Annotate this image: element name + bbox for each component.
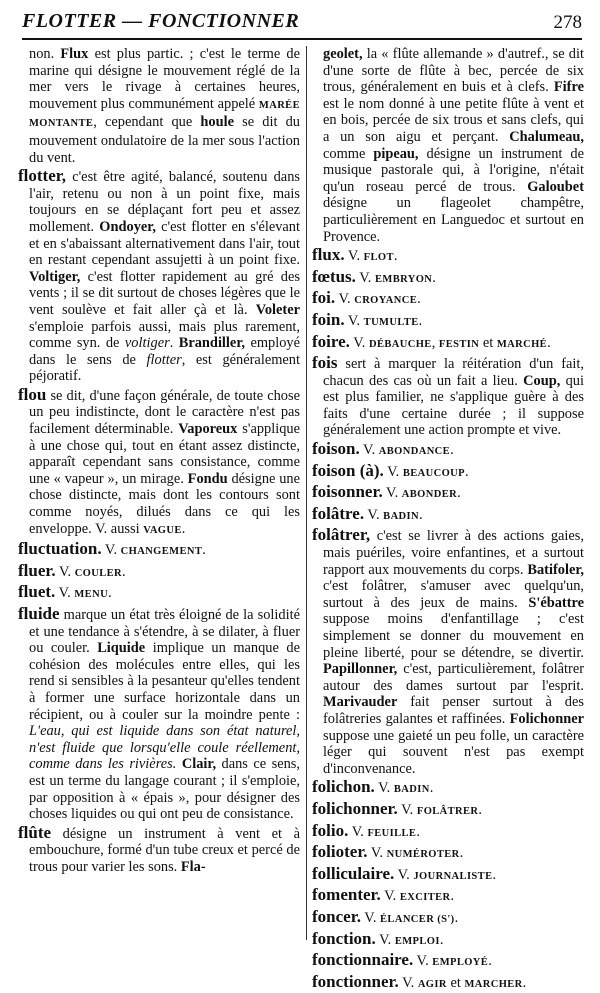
- entry-fonctionner: fonctionner. V. AGIR et MARCHER.: [312, 971, 527, 991]
- headword: fluer.: [18, 560, 56, 580]
- left-column: [18, 46, 300, 946]
- entry-foin: foin. V. TUMULTE.: [312, 309, 423, 329]
- headword: fonctionnaire.: [312, 950, 414, 970]
- headword: folliculaire.: [312, 863, 395, 883]
- entry-foisonner: foisonner. V. ABONDER.: [312, 482, 461, 502]
- headword: fœtus.: [312, 266, 356, 286]
- headword: folioter.: [312, 842, 368, 862]
- headword: foi.: [312, 288, 336, 308]
- entry-folliculaire: folliculaire. V. JOURNALISTE.: [312, 863, 497, 883]
- entry-foi: foi. V. CROYANCE.: [312, 288, 421, 308]
- headword: foison.: [312, 439, 360, 459]
- entry-folatre: folâtre. V. BADIN.: [312, 503, 423, 523]
- entry-folatrer: folâtrer, c'est se livrer à des actions gaies, mais puériles, voire enfantines, et a surtout rapport aux mouvements du corps. Batifoler, c'est folâtrer, s'amuser avec quelqu'un, surtout à des jeux de mains. S'ébattre suppose moins d'enfantillage ; c'est simplement se donner du mouvement en pleine liberté, pour se détendre, se divertir. Papillonner, c'est, particulièrement, folâtrer autour des dames surtout par l'esprit. Marivauder fait penser surtout à des folâtreries galantes et raffinées. Folichonner suppose une gaieté un peu folle, un caractère léger qui souvent n'est pas exempt d'inconvenance.: [312, 525, 584, 777]
- entry-flou: flou se dit, d'une façon générale, de toute chose un peu indistincte, dont le caractère n'est pas facilement déterminable. Vaporeux s'applique à une chose qui, tout en étant assez distincte, apparaît cependant sans consistance, comme une « vapeur », un mirage. Fondu désigne une chose distincte, mais dont les contours sont comme noyés, dilués dans ce qui les enveloppe. V. aussi VAGUE.: [18, 384, 300, 537]
- headword: fluctuation.: [18, 539, 102, 559]
- entry-fluer: fluer. V. COULER.: [18, 560, 126, 580]
- headword: flou: [18, 384, 47, 404]
- headword: flux.: [312, 245, 345, 265]
- headword: fonction.: [312, 928, 376, 948]
- page-number: 278: [553, 12, 582, 33]
- entry-fluctuation: fluctuation. V. CHANGEMENT.: [18, 539, 206, 559]
- entry-flute: flûte désigne un instrument à vent et à embouchure, formé d'un tube creux et percé de trous pour varier les sons. Fla-: [18, 822, 300, 875]
- entry-fonction: fonction. V. EMPLOI.: [312, 928, 444, 948]
- headword: fluet.: [18, 582, 56, 602]
- entry-foison-a: foison (à). V. BEAUCOUP.: [312, 460, 469, 480]
- headword: foin.: [312, 309, 345, 329]
- entry-fluide: fluide marque un état très éloigné de la solidité et une tendance à s'étendre, à se dilater, à fluer ou couler. Liquide implique un manque de cohésion des molécules entre elles, qui les rend si sensibles à la pesanteur qu'elles tendent à former une surface horizontale dans un récipient, ou à couler sur la moindre pente : L'eau, qui est liquide dans son état naturel, n'est fluide que lorsqu'elle coule réellement, comme dans les rivières. Clair, dans ce sens, est un terme du langage courant ; il s'emploie, par opposition à « épais », pour désigner des choses liquides ou qui ont peu de consistance.: [18, 604, 300, 823]
- headword: fluide: [18, 604, 60, 623]
- headword: flûte: [18, 822, 52, 842]
- entry-folio: folio. V. FEUILLE.: [312, 820, 420, 840]
- entry-fonctionnaire: fonctionnaire. V. EMPLOYÉ.: [312, 950, 492, 970]
- entry-flotter: flotter, c'est être agité, balancé, soutenu dans l'air, retenu ou non à un point fixe, mais toujours en se déplaçant fort peu et assez mollement. Ondoyer, c'est flotter en s'élevant et en s'abaissant alternativement dans l'air, tout en restant cependant assujetti à un point fixe. Voltiger, c'est flotter rapidement au gré des vents ; il se dit surtout de choses légères que le vent soulève et fait aller çà et là. Voleter s'emploie parfois aussi, mais plus rarement, comme syn. de voltiger. Brandiller, employé dans le sens de flotter, est généralement péjoratif.: [18, 166, 300, 385]
- entry-foison: foison. V. ABONDANCE.: [312, 439, 454, 459]
- headword: foncer.: [312, 906, 361, 926]
- entry-foire: foire. V. DÉBAUCHE, FESTIN et MARCHÉ.: [312, 331, 551, 351]
- right-column: [312, 46, 584, 991]
- headword: flotter,: [18, 166, 66, 186]
- entry-flute-continued: geolet, la « flûte allemande » d'autref., se dit d'une sorte de flûte à bec, percée de six trous, généralement en buis et à clefs. Fifre est le nom donné à une petite flûte à vent et en bois, percée de six trous et sans clefs, qui a un son aigu et perçant. Chalumeau, comme pipeau, désigne un instrument de musique pastorale qui, à l'origine, n'était qu'un roseau percé de trous. Galoubet désigne un flageolet champêtre, particulièrement en Languedoc et surtout en Provence.: [323, 46, 584, 245]
- headword: folâtrer,: [312, 525, 371, 545]
- running-head: FLOTTER — FONCTIONNER: [22, 10, 300, 32]
- entry-fois: fois sert à marquer la réitération d'un fait, chacun des cas où un fait a lieu. Coup, qui est plus familier, ne s'applique guère à des faits d'une certaine durée ; il suppose généralement une action prompte et vive.: [312, 353, 584, 439]
- entry-folichonner: folichonner. V. FOLÂTRER.: [312, 798, 483, 818]
- headword: folâtre.: [312, 503, 365, 523]
- page-header: [22, 8, 582, 40]
- entry-foetus: fœtus. V. EMBRYON.: [312, 266, 436, 286]
- entry-folioter: folioter. V. NUMÉROTER.: [312, 842, 464, 862]
- headword: folichon.: [312, 777, 375, 797]
- entry-folichon: folichon. V. BADIN.: [312, 777, 434, 797]
- entry-fomenter: fomenter. V. EXCITER.: [312, 885, 455, 905]
- headword: folio.: [312, 820, 349, 840]
- headword: folichonner.: [312, 798, 398, 818]
- entry-foncer: foncer. V. ÉLANCER (S').: [312, 906, 459, 926]
- column-divider: [306, 46, 307, 940]
- entry-flux: flux. V. FLOT.: [312, 245, 398, 265]
- headword: fonctionner.: [312, 971, 399, 991]
- headword: fomenter.: [312, 885, 381, 905]
- headword: fois: [312, 353, 338, 373]
- headword: foison (à).: [312, 460, 384, 480]
- entry-flux-continued: non. Flux est plus partic. ; c'est le terme de marine qui désigne le mouvement réglé de la mer vers le rivage à certaines heures, mouvement plus communément appelé MARÉE MONTANTE, cependant que houle se dit du mouvement ondulatoire de la mer sous l'action du vent.: [29, 46, 300, 166]
- headword: foire.: [312, 331, 350, 351]
- entry-fluet: fluet. V. MENU.: [18, 582, 112, 602]
- headword: foisonner.: [312, 482, 383, 502]
